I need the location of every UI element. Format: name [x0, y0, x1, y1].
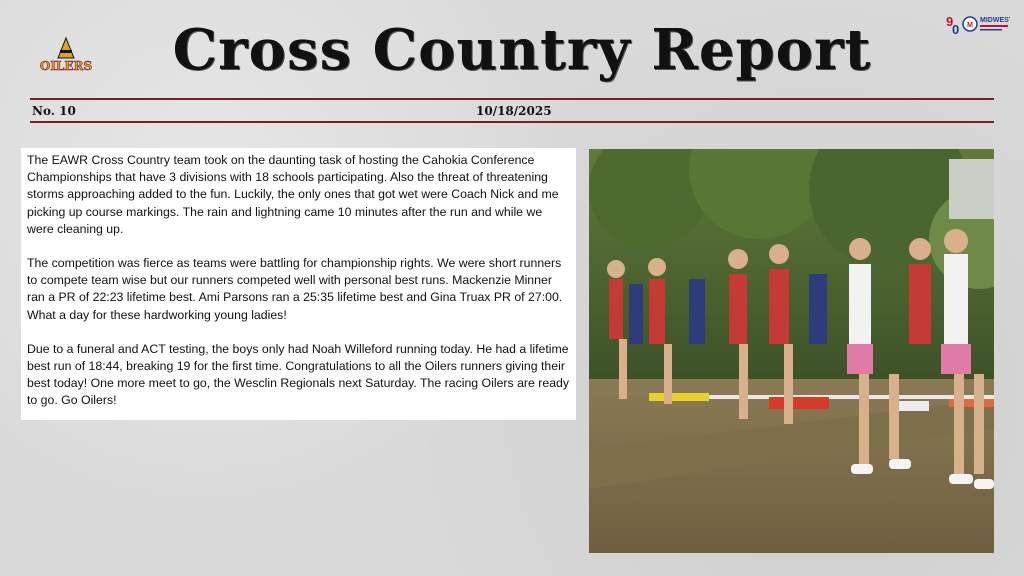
page-title: Cross Country Report — [172, 17, 872, 83]
issue-number: No. 10 — [32, 104, 76, 118]
svg-text:M: M — [967, 22, 973, 29]
article-paragraph: The EAWR Cross Country team took on the daunting task of hosting the Cahokia Conference Championships that have 3 divisions with 18 schools participating. Also the threat of threatening storms approaching added to the fun. Luckily, the only ones that got wet were Coach Nick and me picking up course markings. The rain and lightning came 10 minutes after the run and while we were cleaning up. — [27, 153, 559, 236]
svg-text:MIDWEST: MIDWEST — [980, 17, 1010, 24]
svg-text:0: 0 — [952, 22, 960, 37]
oilers-logo — [40, 36, 92, 76]
bottom-divider — [30, 121, 994, 123]
svg-text:9: 9 — [946, 14, 954, 29]
article-paragraph: Due to a funeral and ACT testing, the boys only had Noah Willeford running today. He had a lifetime best run of 18:44, breaking 19 for the first time. Congratulations to all the Oilers runners giving their best today! One more meet to go, the Wesclin Regionals next Saturday. The racing Oilers are ready to go. Go Oilers! — [27, 341, 570, 408]
issue-date: 10/18/2025 — [476, 104, 552, 118]
race-start-photo — [589, 149, 994, 553]
article-text-box — [21, 148, 576, 420]
article-paragraph: The competition was fierce as teams were battling for championship rights. We were short runners to compete team wise but our runners competed well with personal best runs. Mackenzie Minner ran a PR of 22:23 lifetime best. Ami Parsons ran a 25:35 lifetime best and Gina Truax PR of 27:00. What a day for these hardworking young ladies! — [27, 256, 563, 322]
top-divider — [30, 98, 994, 100]
svg-text:OILERS: OILERS — [40, 59, 92, 73]
midwest-logo — [944, 12, 1010, 38]
